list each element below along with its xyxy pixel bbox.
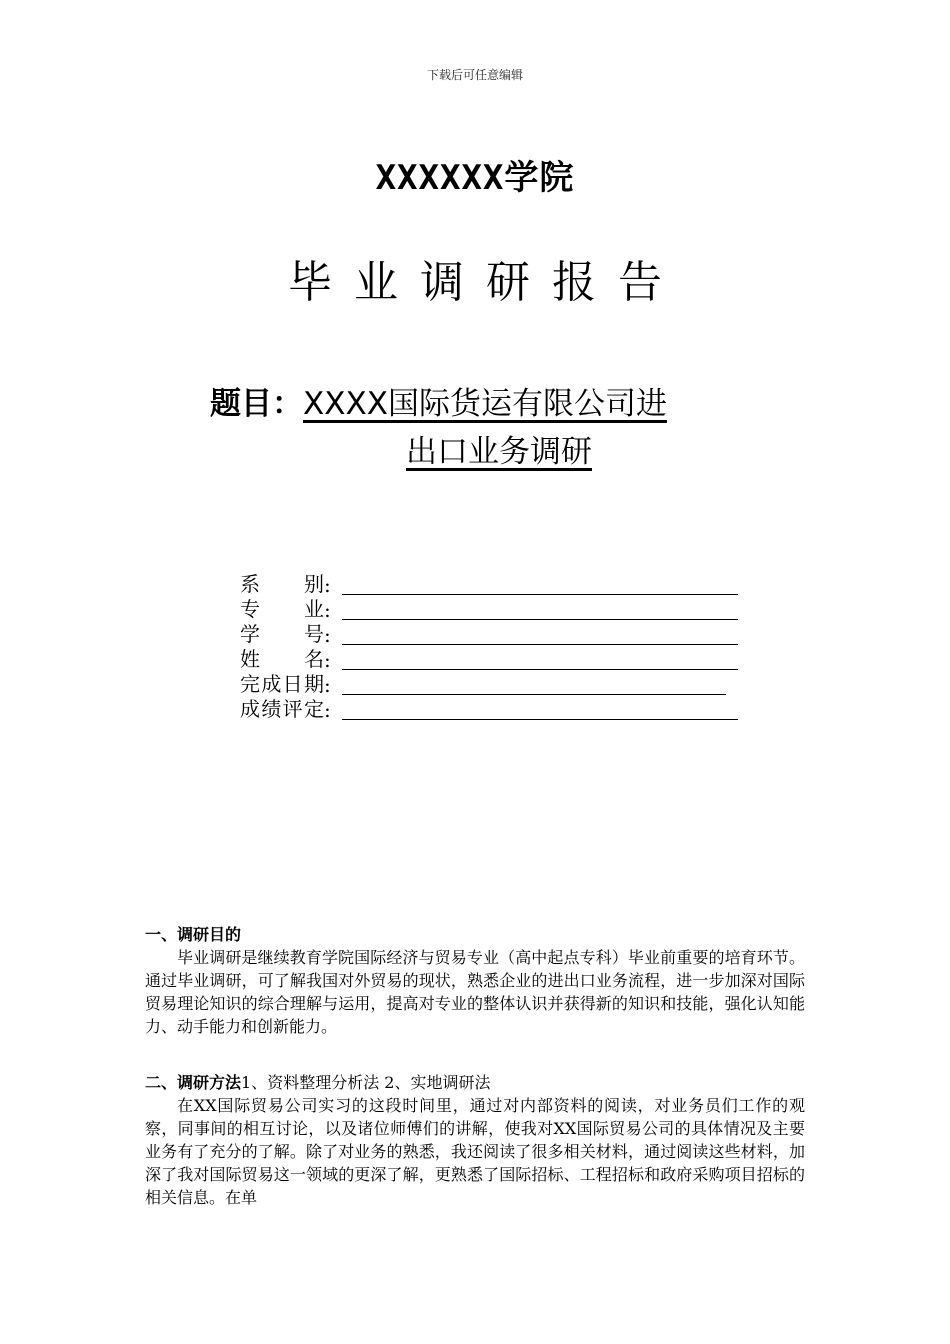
- section-purpose: [145, 923, 805, 1038]
- form-row-grade: 成 绩 评 定 :: [240, 697, 760, 722]
- form-row-name: 姓 名 :: [240, 647, 760, 672]
- form-row-student-id: 学 号 :: [240, 622, 760, 647]
- college-name: XXXXXX学院: [375, 158, 575, 198]
- header-note: 下载后可任意编辑: [426, 68, 523, 82]
- form-label-completion-date: 完 成 日 期: [240, 672, 324, 696]
- form-label-department: 系 别: [240, 572, 324, 596]
- form-label-student-id: 学 号: [240, 622, 324, 646]
- section-methods: [145, 1071, 805, 1209]
- form-row-major: 专 业 :: [240, 597, 760, 622]
- topic-block: [210, 380, 770, 476]
- major-blank[interactable]: [342, 599, 738, 620]
- section-1-body: 毕业调研是继续教育学院国际经济与贸易专业（高中起点专科）毕业前重要的培育环节。通过毕业调研，可了解我国对外贸易的现状，熟悉企业的进出口业务流程，进一步加深对国际贸易理论知识的综合理解与运用，提高对专业的整体认识并获得新的知识和技能，强化认知能力、动手能力和创新能力。: [145, 948, 805, 1036]
- topic-line-1: XXXX国际货运有限公司进: [303, 386, 667, 422]
- form-label-grade: 成 绩 评 定: [240, 697, 324, 721]
- form-row-department: 系 别 :: [240, 572, 760, 597]
- name-blank[interactable]: [342, 649, 738, 670]
- topic-label: 题目：: [210, 386, 303, 422]
- topic-line-2: 出口业务调研: [406, 434, 592, 470]
- form-row-completion-date: 完 成 日 期 :: [240, 672, 760, 697]
- section-1-heading: 一、调研目的: [145, 925, 242, 944]
- section-2-body: 在XX国际贸易公司实习的这段时间里，通过对内部资料的阅读，对业务员们工作的观察，同事间的相互讨论，以及诸位师傅们的讲解，使我对XX国际贸易公司的具体情况及主要业务有了充分的了解。除了对业务的熟悉，我还阅读了很多相关材料，通过阅读这些材料，加深了我对国际贸易这一领域的更深了解，更熟悉了国际招标、工程招标和政府采购项目招标的相关信息。在单: [145, 1096, 805, 1207]
- report-title: 毕业调研报告: [288, 257, 684, 308]
- completion-date-blank[interactable]: [342, 674, 726, 695]
- grade-blank[interactable]: [342, 699, 738, 720]
- department-blank[interactable]: [342, 574, 738, 595]
- form-label-major: 专 业: [240, 597, 324, 621]
- form-label-name: 姓 名: [240, 647, 324, 671]
- info-form: [240, 572, 760, 722]
- section-2-methods: 1、资料整理分析法 2、实地调研法: [241, 1073, 491, 1092]
- student-id-blank[interactable]: [342, 624, 738, 645]
- section-2-heading: 二、调研方法: [145, 1073, 242, 1092]
